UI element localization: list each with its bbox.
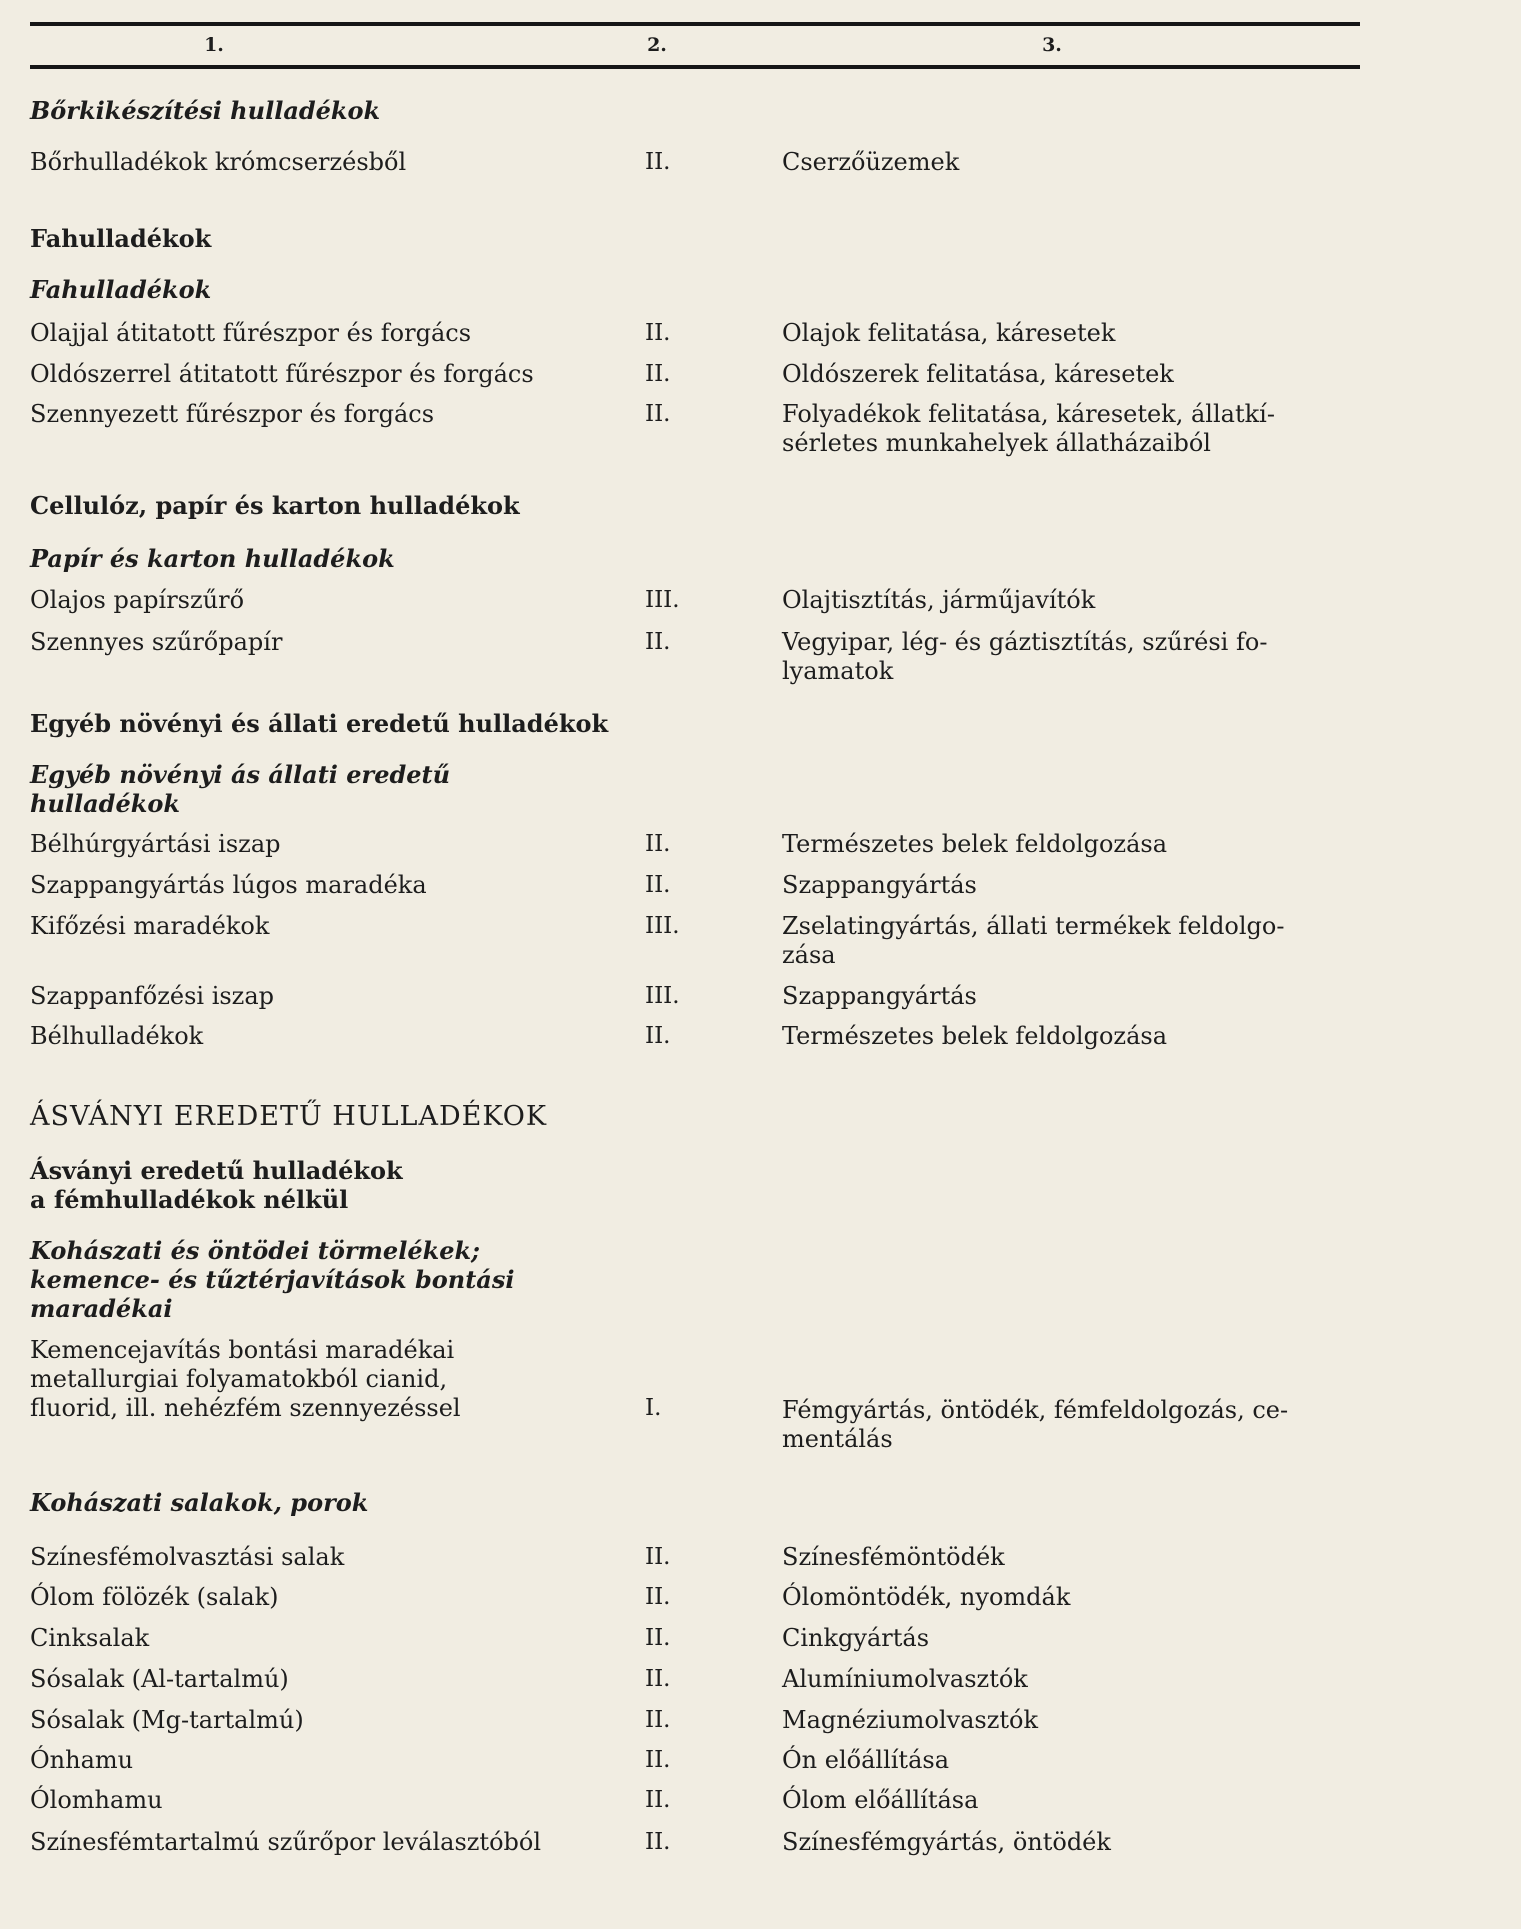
category-heading: Egyéb növényi ás állati eredetű — [30, 760, 451, 789]
origin-description: zása — [782, 941, 836, 969]
waste-name: Bőrhulladékok krómcserzésből — [30, 148, 407, 176]
origin-description: lyamatok — [782, 657, 894, 685]
waste-name: Szappangyártás lúgos maradéka — [30, 871, 427, 899]
waste-name: Bélhulladékok — [30, 1022, 204, 1050]
waste-name: Oldószerrel átitatott fűrészpor és forgács — [30, 360, 534, 388]
category-heading: maradékai — [30, 1294, 173, 1323]
origin-description: Alumíniumolvasztók — [782, 1665, 1028, 1693]
category-heading: Kohászati salakok, porok — [30, 1488, 369, 1517]
origin-description: Cinkgyártás — [782, 1624, 930, 1652]
origin-description: Olajtisztítás, járműjavítók — [782, 586, 1096, 614]
category-heading: Papír és karton hulladékok — [30, 544, 395, 573]
waste-name: Sósalak (Mg-tartalmú) — [30, 1706, 304, 1734]
top-rule — [30, 22, 1360, 26]
waste-name: metallurgiai folyamatokból cianid, — [30, 1365, 448, 1393]
waste-name: Cinksalak — [30, 1624, 150, 1652]
origin-description: Szappangyártás — [782, 982, 977, 1010]
origin-description: Vegyipar, lég- és gáztisztítás, szűrési fo- — [782, 628, 1268, 656]
group-heading: Ásványi eredetű hulladékok — [30, 1156, 403, 1185]
waste-name: Ónhamu — [30, 1746, 134, 1774]
waste-name: Szappanfőzési iszap — [30, 982, 274, 1010]
group-heading: Cellulóz, papír és karton hulladékok — [30, 491, 520, 520]
origin-description: Oldószerek felitatása, káresetek — [782, 360, 1174, 388]
origin-description: Zselatingyártás, állati termékek feldolgo- — [782, 912, 1285, 940]
waste-name: Színesfémolvasztási salak — [30, 1543, 345, 1571]
hazard-class: II. — [645, 629, 671, 655]
origin-description: Ólomöntödék, nyomdák — [782, 1583, 1071, 1611]
hazard-class: II. — [645, 831, 671, 857]
hazard-class: III. — [645, 983, 680, 1009]
origin-description: Ón előállítása — [782, 1746, 950, 1774]
category-heading: hulladékok — [30, 789, 180, 818]
section-heading: ÁSVÁNYI EREDETŰ HULLADÉKOK — [30, 1101, 548, 1132]
hazard-class: I. — [645, 1395, 662, 1421]
hazard-class: II. — [645, 872, 671, 898]
hazard-class: II. — [645, 1023, 671, 1049]
hazard-class: II. — [645, 1584, 671, 1610]
waste-name: Bélhúrgyártási iszap — [30, 830, 281, 858]
waste-name: Olajjal átitatott fűrészpor és forgács — [30, 319, 472, 347]
waste-name: Olajos papírszűrő — [30, 586, 245, 614]
header-rule — [30, 65, 1360, 69]
category-heading: Kohászati és öntödei törmelékek; — [30, 1236, 480, 1265]
hazard-class: II. — [645, 1707, 671, 1733]
column-header-2: 2. — [647, 34, 667, 56]
waste-name: Szennyes szűrőpapír — [30, 628, 283, 656]
hazard-class: II. — [645, 401, 671, 427]
group-heading: Egyéb növényi és állati eredetű hulladékok — [30, 709, 609, 738]
origin-description: Szappangyártás — [782, 871, 977, 899]
origin-description: Folyadékok felitatása, káresetek, állatkí- — [782, 400, 1275, 428]
hazard-class: III. — [645, 587, 680, 613]
category-heading: Fahulladékok — [30, 275, 212, 304]
waste-name: Sósalak (Al-tartalmú) — [30, 1665, 289, 1693]
origin-description: Cserzőüzemek — [782, 148, 960, 176]
hazard-class: III. — [645, 913, 680, 939]
hazard-class: II. — [645, 1747, 671, 1773]
origin-description: Természetes belek feldolgozása — [782, 1022, 1167, 1050]
origin-description: Fémgyártás, öntödék, fémfeldolgozás, ce- — [782, 1396, 1289, 1424]
hazard-class: II. — [645, 1544, 671, 1570]
category-heading: kemence- és tűztérjavítások bontási — [30, 1265, 515, 1294]
origin-description: Természetes belek feldolgozása — [782, 830, 1167, 858]
group-heading: Fahulladékok — [30, 224, 212, 253]
hazard-class: II. — [645, 1787, 671, 1813]
origin-description: Ólom előállítása — [782, 1786, 979, 1814]
origin-description: Színesfémgyártás, öntödék — [782, 1828, 1111, 1856]
origin-description: mentálás — [782, 1425, 893, 1453]
origin-description: Színesfémöntödék — [782, 1543, 1005, 1571]
origin-description: Olajok felitatása, káresetek — [782, 319, 1116, 347]
column-header-1: 1. — [204, 34, 224, 56]
hazard-class: II. — [645, 320, 671, 346]
waste-name: Ólomhamu — [30, 1786, 163, 1814]
origin-description: sérletes munkahelyek állatházaiból — [782, 429, 1211, 457]
waste-name: Ólom fölözék (salak) — [30, 1583, 279, 1611]
column-header-3: 3. — [1042, 34, 1062, 56]
origin-description: Magnéziumolvasztók — [782, 1706, 1039, 1734]
waste-name: Szennyezett fűrészpor és forgács — [30, 400, 435, 428]
category-heading: Bőrkikészítési hulladékok — [30, 96, 381, 125]
waste-name: Kifőzési maradékok — [30, 912, 270, 940]
hazard-class: II. — [645, 1666, 671, 1692]
hazard-class: II. — [645, 1829, 671, 1855]
waste-name: Színesfémtartalmú szűrőpor leválasztóból — [30, 1828, 542, 1856]
waste-name: fluorid, ill. nehézfém szennyezéssel — [30, 1394, 461, 1422]
waste-name: Kemencejavítás bontási maradékai — [30, 1336, 455, 1364]
hazard-class: II. — [645, 361, 671, 387]
group-heading: a fémhulladékok nélkül — [30, 1185, 349, 1214]
hazard-class: II. — [645, 1625, 671, 1651]
hazard-class: II. — [645, 149, 671, 175]
